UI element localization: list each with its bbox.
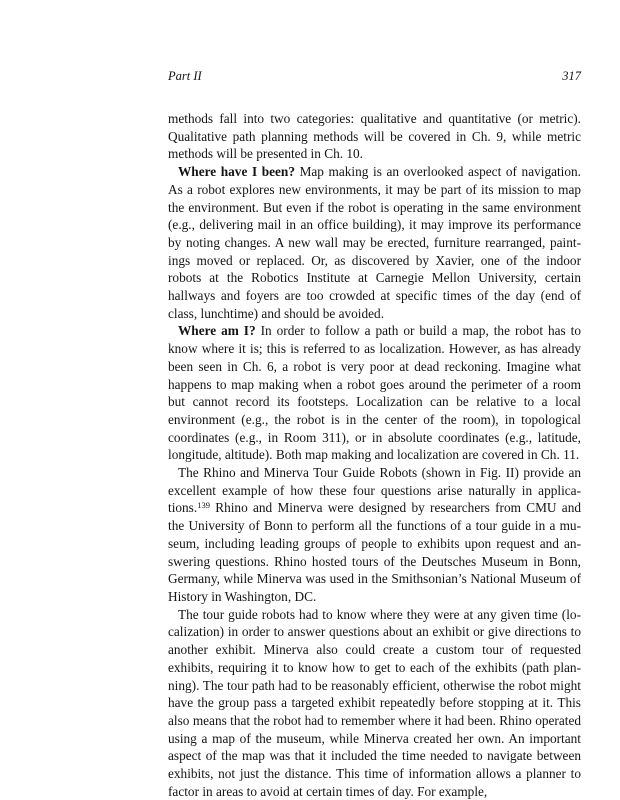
paragraph-where-am-i xyxy=(168,322,581,464)
paragraph-text: The Rhino and Minerva Tour Guide Robots (shown in Fig. II) provide an excellent example of how these four questions arise naturally in applications. xyxy=(168,465,581,516)
body-text xyxy=(168,110,581,800)
paragraph-text: In order to follow a path or build a map, the robot has to know where it is; this is referred to as localization. However, as has already been seen in Ch. 6, a robot is very poor at dead reckoning. Imagine what happens to map making when a robot goes around the perimeter of a room but cannot record its footsteps. Localization can be relative to a local environment (e.g., the robot is in the center of the room), in topological coordinates (e.g., in Room 311), or in absolute coordinates (e.g., latitude, longitude, altitude). Both map making and localization are covered in Ch. 11. xyxy=(168,323,582,463)
run-in-heading: Where am I? xyxy=(178,323,256,339)
paragraph-where-have-i-been xyxy=(168,163,581,322)
run-in-heading: Where have I been? xyxy=(178,164,295,180)
paragraph-path-planning-methods xyxy=(168,110,581,163)
paragraph-text: Map making is an overlooked aspect of navigation. As a robot explores new environments, it may be part of its mission to map the environment. But even if the robot is operating in the same environment (e.g., delivering mail in an office building), it may improve its performance by noting changes. A new wall may be erected, furniture rearranged, paintings moved or replaced. Or, as discovered by Xavier, one of the indoor robots at the Robotics Institute at Carnegie Mellon University, certain hallways and foyers are too crowded at specific times of the day (end of class, lunchtime) and should be avoided. xyxy=(168,164,582,321)
running-header xyxy=(168,69,581,87)
paragraph-text: Rhino and Minerva were designed by researchers from CMU and the University of Bonn to perform all the functions of a tour guide in a museum, including leading groups of people to exhibits upon request and answering questions. Rhino hosted tours of the Deutsches Museum in Bonn, Germany, while Minerva was used in the Smithsonian’s National Museum of History in Washington, DC. xyxy=(168,500,581,604)
paragraph-rhino-minerva xyxy=(168,464,581,606)
page-number: 317 xyxy=(562,69,581,83)
part-label: Part II xyxy=(168,69,202,83)
footnote-marker: 139 xyxy=(197,500,210,511)
paragraph-tour-guide-localization xyxy=(168,606,581,800)
paragraph-text: methods fall into two categories: qualitative and quantitative (or metric). Qualitative path planning methods will be covered in Ch. 9, while metric methods will be presented in Ch. 10. xyxy=(168,111,581,162)
paragraph-text: The tour guide robots had to know where they were at any given time (localization) in order to answer questions about an exhibit or give directions to another exhibit. Minerva also could create a custom tour of requested exhibits, requiring it to know how to get to each of the exhibits (path planning). The tour path had to be reasonably efficient, otherwise the robot might have the group pass a targeted exhibit repeatedly before stopping at it. This also means that the robot had to remember where it had been. Rhino operated using a map of the museum, while Minerva created her own. An important aspect of the map was that it included the time needed to navigate between exhibits, not just the distance. This time of information allows a planner to factor in areas to avoid at certain times of day. For example, xyxy=(168,606,581,799)
